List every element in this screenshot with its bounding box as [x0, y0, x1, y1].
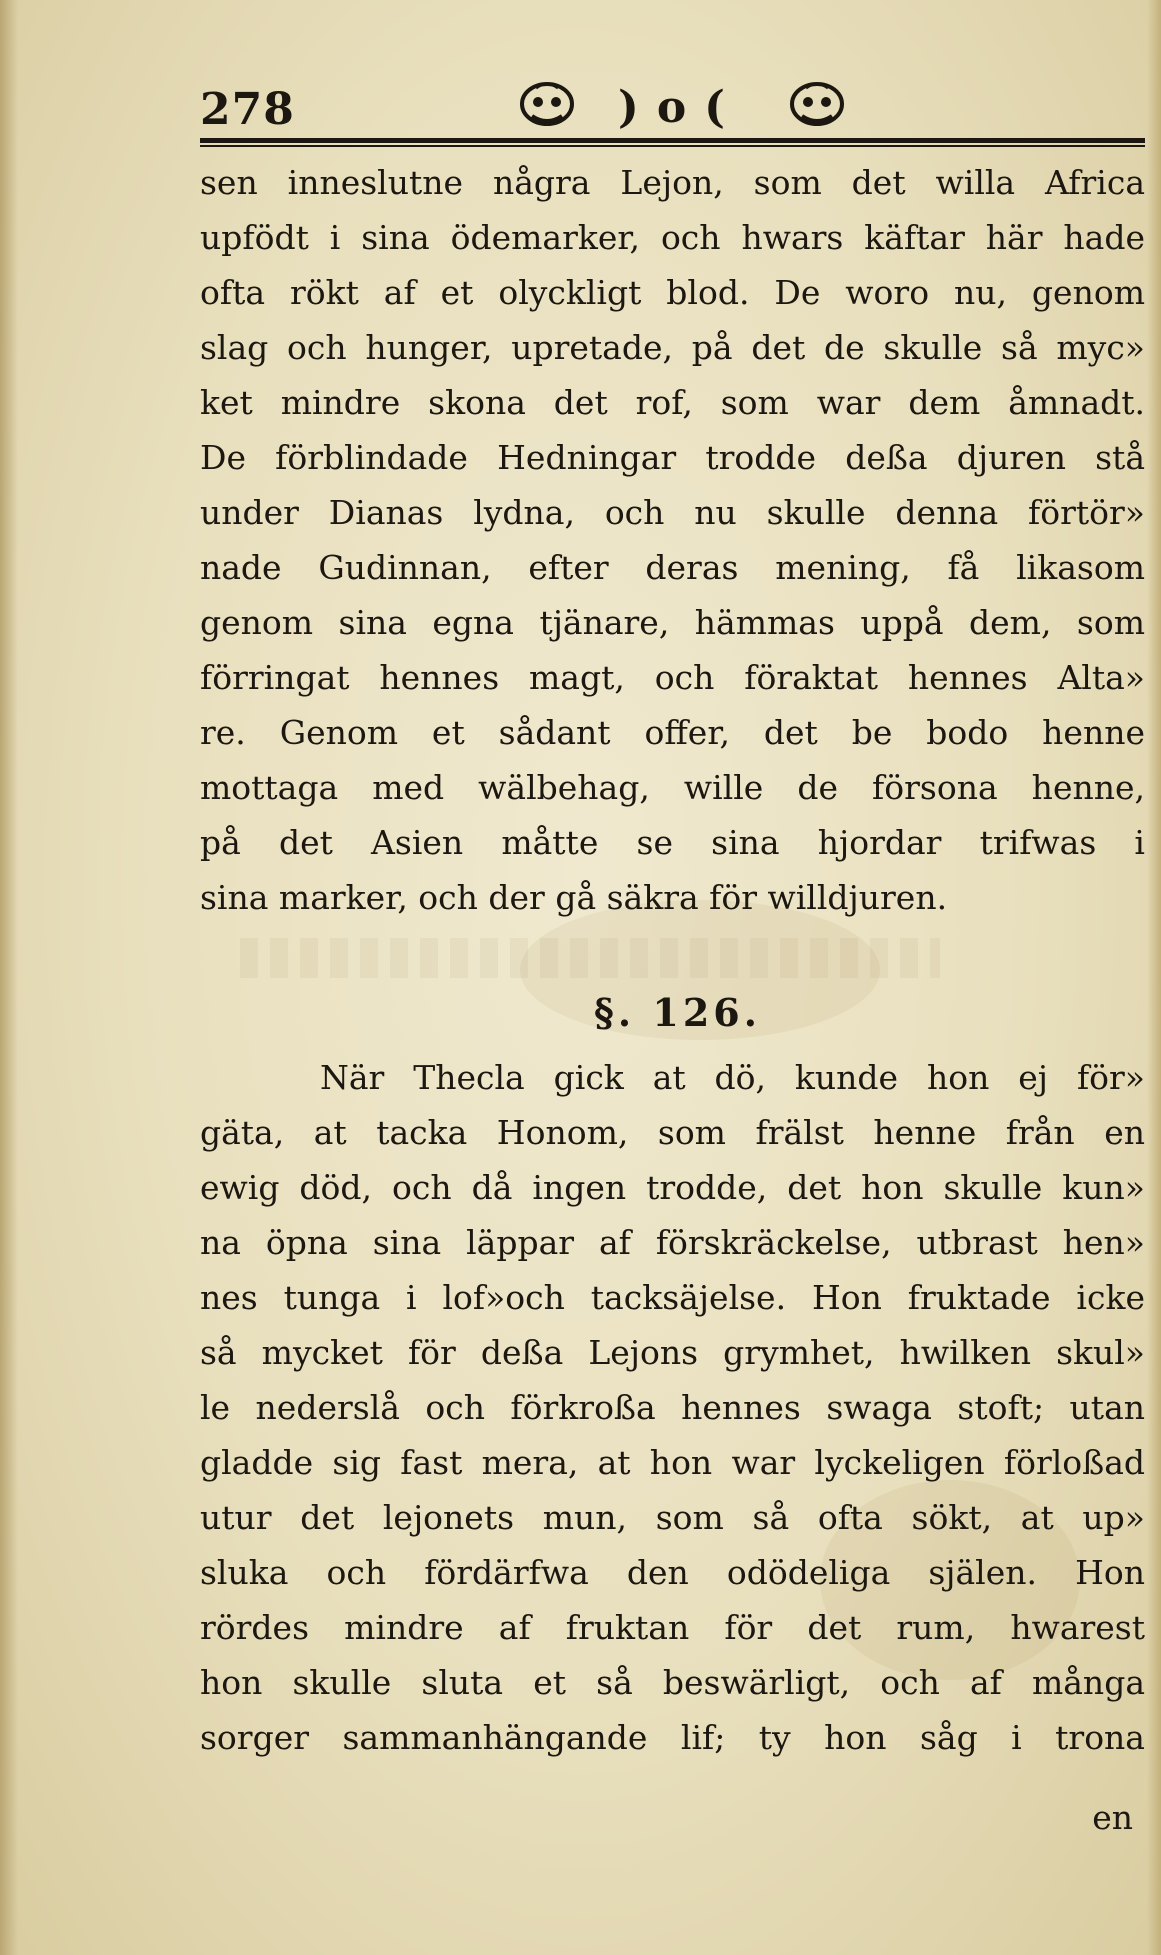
text-line: slag och hunger, upretade, på det de skulle så myc»: [200, 328, 1145, 367]
text-line: upfödt i sina ödemarker, och hwars käftar här hade: [200, 218, 1145, 257]
text-line: nes tunga i lof»och tacksäjelse. Hon fruktade icke: [200, 1278, 1145, 1317]
text-line: sluka och fördärfwa den odödeliga själen. Hon: [200, 1553, 1145, 1592]
text-line: gladde sig fast mera, at hon war lyckeligen förloßad: [200, 1443, 1145, 1482]
text-line: på det Asien måtte se sina hjordar trifwas i: [200, 823, 1145, 862]
text-line: nade Gudinnan, efter deras mening, få likasom: [200, 548, 1145, 587]
paragraph-block: [200, 155, 1145, 925]
header-ornament-mark: )o(: [618, 82, 743, 133]
text-line: ofta rökt af et olyckligt blod. De woro nu, genom: [200, 273, 1145, 312]
text-line: re. Genom et sådant offer, det be bodo henne: [200, 713, 1145, 752]
page-number: 278: [200, 84, 295, 135]
fleuron-ornament-icon: [788, 80, 846, 132]
header-rule: [200, 138, 1145, 143]
text-line: sina marker, och der gå säkra för willdjuren.: [200, 878, 948, 917]
text-line: na öpna sina läppar af förskräckelse, utbrast hen»: [200, 1223, 1145, 1262]
fleuron-ornament-icon: [518, 80, 576, 132]
text-line: utur det lejonets mun, som så ofta sökt, at up»: [200, 1498, 1145, 1537]
text-line: rördes mindre af fruktan för det rum, hwarest: [200, 1608, 1145, 1647]
text-line: sen inneslutne några Lejon, som det willa Africa: [200, 163, 1145, 202]
running-header: [200, 74, 1145, 136]
text-line: förringat hennes magt, och föraktat hennes Alta»: [200, 658, 1145, 697]
text-line: under Dianas lydna, och nu skulle denna förtör»: [200, 493, 1145, 532]
catchword: en: [1092, 1798, 1133, 1837]
text-line: ket mindre skona det rof, som war dem åmnadt.: [200, 383, 1145, 422]
text-line: hon skulle sluta et så beswärligt, och af många: [200, 1663, 1145, 1702]
text-line: De förblindade Hedningar trodde deßa djuren stå: [200, 438, 1145, 477]
text-line: le nederslå och förkroßa hennes swaga stoft; utan: [200, 1388, 1145, 1427]
text-line: ewig död, och då ingen trodde, det hon skulle kun»: [200, 1168, 1145, 1207]
page-edge-right: [1147, 0, 1161, 1955]
text-line: När Thecla gick at dö, kunde hon ej för»: [320, 1058, 1145, 1097]
text-line: sorger sammanhängande lif; ty hon såg i trona: [200, 1718, 1145, 1757]
text-line: mottaga med wälbehag, wille de försona henne,: [200, 768, 1145, 807]
text-line: genom sina egna tjänare, hämmas uppå dem, som: [200, 603, 1145, 642]
page-edge-left: [0, 0, 18, 1955]
section-heading: §. 126.: [594, 990, 761, 1035]
text-line: så mycket för deßa Lejons grymhet, hwilken skul»: [200, 1333, 1145, 1372]
show-through-ink: [240, 938, 940, 978]
paragraph-block: [200, 1050, 1145, 1765]
text-line: gäta, at tacka Honom, som frälst henne från en: [200, 1113, 1145, 1152]
